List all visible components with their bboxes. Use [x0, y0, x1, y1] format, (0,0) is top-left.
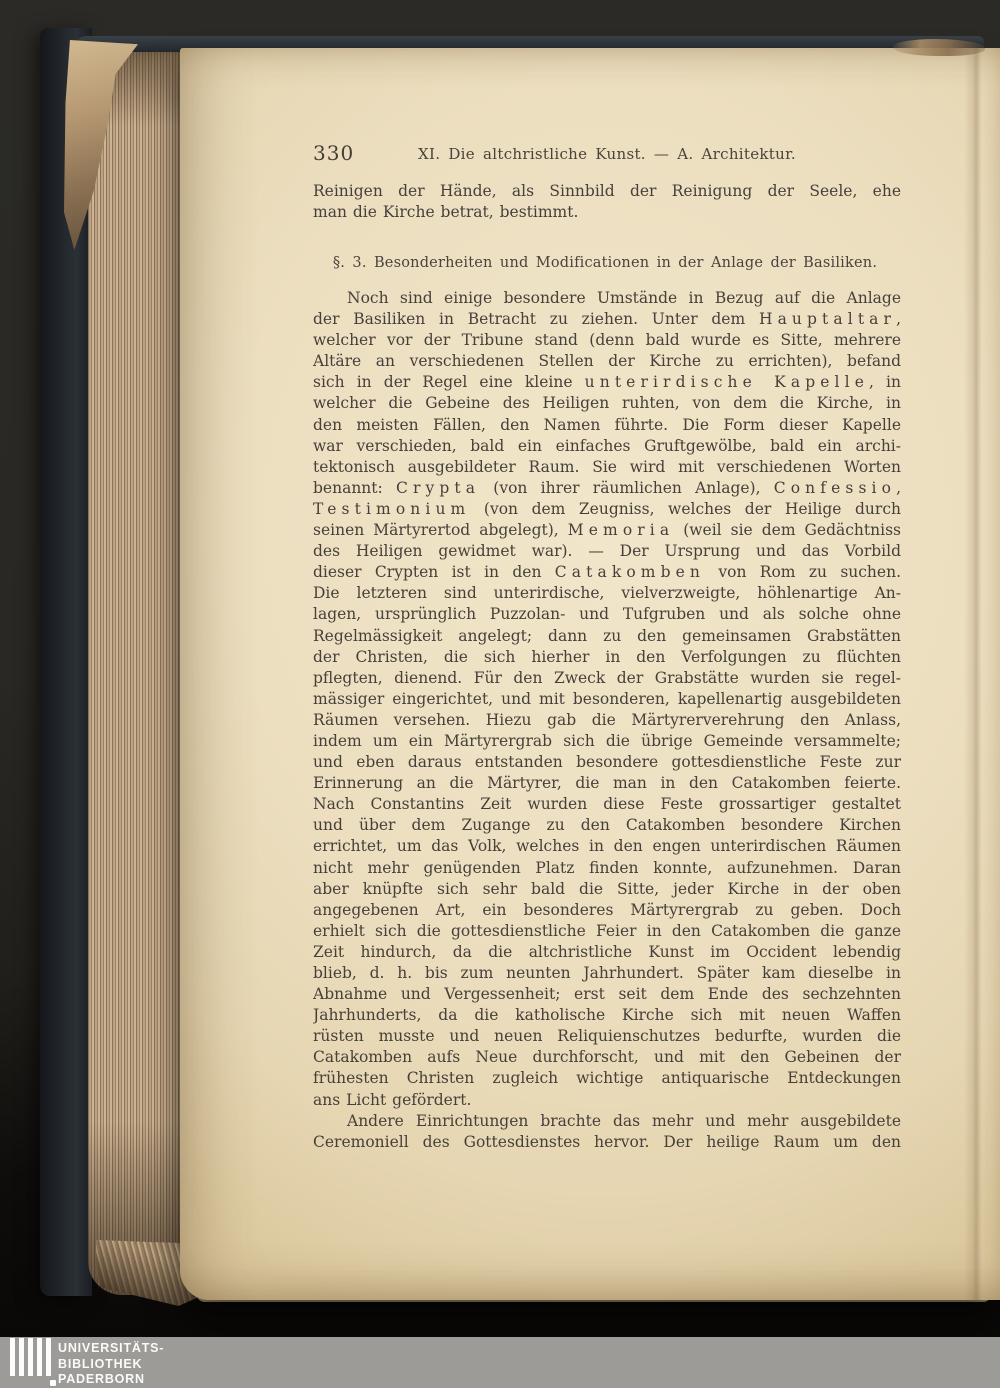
- text-line: Abnahme und Vergessenheit; erst seit dem Ende des sechzehnten: [313, 985, 901, 1004]
- letterspaced-term: Hauptaltar: [758, 310, 897, 329]
- logo-bar: [10, 1338, 15, 1376]
- text-line: welcher die Gebeine des Heiligen ruhten, von dem die Kirche, in: [313, 394, 901, 413]
- page-edges-stack: [88, 52, 182, 1295]
- text-line: ans Licht gefördert.: [313, 1090, 472, 1109]
- paragraph-main: [313, 288, 901, 1111]
- text-line: nicht mehr genügenden Platz finden konnte, aufzunehmen. Daran: [313, 858, 901, 877]
- text-line: angegebenen Art, ein besonderes Märtyrergrab zu geben. Doch: [313, 900, 901, 919]
- text-line: mässiger eingerichtet, und mit besonderen, kapellenartig ausgebildeten: [313, 689, 901, 708]
- library-footer-bar: [0, 1337, 1000, 1388]
- text-line: Zeit hindurch, da die altchristliche Kunst im Occident lebendig: [313, 942, 901, 961]
- text-line: Andere Einrichtungen brachte das mehr und mehr ausgebildete: [347, 1111, 901, 1130]
- text-line: Testimonium (von dem Zeugniss, welches der Heilige durch: [313, 499, 901, 518]
- text-line: frühesten Christen zugleich wichtige antiquarische Entdeckungen: [313, 1069, 901, 1088]
- running-header: XI. Die altchristliche Kunst. — A. Architektur.: [418, 145, 796, 163]
- library-name-line: PADERBORN: [58, 1372, 145, 1386]
- text-line: und eben daraus entstanden besondere gottesdienstliche Feste zur: [313, 753, 901, 772]
- library-logo-bars-icon: [10, 1338, 56, 1376]
- letterspaced-term: unterirdische Kapelle: [584, 373, 869, 392]
- text-line: Ceremoniell des Gottesdienstes hervor. Der heilige Raum um den: [313, 1132, 901, 1151]
- paragraph-intro: [313, 181, 901, 223]
- library-name-line: UNIVERSITÄTS-: [58, 1341, 165, 1355]
- letterspaced-term: Crypta: [395, 478, 481, 497]
- library-logo-dot-icon: [50, 1380, 56, 1386]
- letterspaced-term: Catakomben: [554, 563, 706, 582]
- text-line: indem um ein Märtyrergrab sich die übrige Gemeinde versammelte;: [313, 731, 901, 750]
- text-line: benannt: Crypta (von ihrer räumlichen Anlage), Confessio,: [313, 478, 901, 497]
- text-line: der Basiliken in Betracht zu ziehen. Unter dem Hauptaltar,: [313, 310, 901, 329]
- text-line: lagen, ursprünglich Puzzolan- und Tufgruben und als solche ohne: [313, 605, 901, 624]
- text-line: Erinnerung an die Märtyrer, die man in den Catakomben feierte.: [313, 774, 901, 793]
- text-line: blieb, d. h. bis zum neunten Jahrhundert. Später kam dieselbe in: [313, 964, 901, 982]
- paragraph-closing: [313, 1111, 901, 1153]
- logo-bar: [46, 1338, 51, 1376]
- text-line: seinen Märtyrertod abgelegt), Memoria (weil sie dem Gedächtniss: [313, 521, 901, 540]
- text-line: Nach Constantins Zeit wurden diese Feste grossartiger gestaltet: [313, 795, 901, 814]
- page-number: 330: [313, 141, 355, 165]
- text-line: erhielt sich die gottesdienstliche Feier in den Catakomben die ganze: [313, 921, 901, 940]
- text-line: man die Kirche betrat, bestimmt.: [313, 203, 579, 222]
- text-line: rüsten musste und neuen Reliquienschutzes bedurfte, wurden die: [313, 1027, 901, 1046]
- text-line: war verschieden, bald ein einfaches Gruftgewölbe, bald ein archi-: [313, 436, 901, 455]
- text-line: sich in der Regel eine kleine unterirdische Kapelle, in: [313, 373, 901, 392]
- section-heading: §. 3. Besonderheiten und Modificationen in der Anlage der Basiliken.: [332, 255, 878, 271]
- text-line: Altäre an verschiedenen Stellen der Kirche zu errichten), befand: [313, 352, 901, 371]
- folio-row: [313, 141, 901, 167]
- text-line: aber knüpfte sich sehr bald die Sitte, jeder Kirche in der oben: [313, 879, 901, 898]
- text-body: [313, 288, 901, 1153]
- text-line: errichtet, um das Volk, welches in den engen unterirdischen Räumen: [313, 837, 901, 856]
- text-line: dieser Crypten ist in den Catakomben von Rom zu suchen.: [313, 563, 901, 582]
- logo-bar: [37, 1338, 42, 1376]
- text-line: Catakomben aufs Neue durchforscht, und mit den Gebeinen der: [313, 1048, 901, 1067]
- text-line: Jahrhunderts, da die katholische Kirche sich mit neuen Waffen: [313, 1006, 901, 1025]
- letterspaced-term: Memoria: [567, 521, 675, 540]
- library-name: [58, 1341, 164, 1388]
- text-line: pflegten, dienend. Für den Zweck der Grabstätte wurden sie regel-: [313, 668, 901, 687]
- library-name-line: BIBLIOTHEK: [58, 1356, 143, 1371]
- letterspaced-term: Confessio: [773, 478, 897, 497]
- text-line: welcher vor der Tribune stand (denn bald wurde es Sitte, mehrere: [313, 331, 901, 350]
- library-logo: [10, 1338, 56, 1387]
- text-line: des Heiligen gewidmet war). — Der Ursprung und das Vorbild: [313, 542, 901, 561]
- text-line: Reinigen der Hände, als Sinnbild der Reinigung der Seele, ehe: [313, 182, 901, 200]
- text-line: tektonisch ausgebildeter Raum. Sie wird mit verschiedenen Worten: [313, 457, 901, 476]
- page-gutter-crease: [964, 48, 986, 1300]
- text-line: Die letzteren sind unterirdische, vielverzweigte, höhlenartige An-: [313, 584, 901, 603]
- text-line: Noch sind einige besondere Umstände in Bezug auf die Anlage: [347, 289, 901, 307]
- logo-bar: [28, 1338, 33, 1376]
- letterspaced-term: Testimonium: [313, 499, 471, 518]
- text-line: den meisten Fällen, den Namen führte. Die Form dieser Kapelle: [313, 415, 901, 434]
- logo-bar: [19, 1338, 24, 1376]
- book-page: [180, 48, 1000, 1300]
- text-line: und über dem Zugange zu den Catakomben besondere Kirchen: [313, 816, 901, 835]
- text-line: Regelmässigkeit angelegt; dann zu den gemeinsamen Grabstätten: [313, 626, 901, 645]
- text-line: Räumen versehen. Hiezu gab die Märtyrerverehrung den Anlass,: [313, 710, 901, 729]
- worn-corner-top-right: [893, 39, 985, 56]
- text-line: der Christen, die sich hierher in den Verfolgungen zu flüchten: [313, 647, 901, 666]
